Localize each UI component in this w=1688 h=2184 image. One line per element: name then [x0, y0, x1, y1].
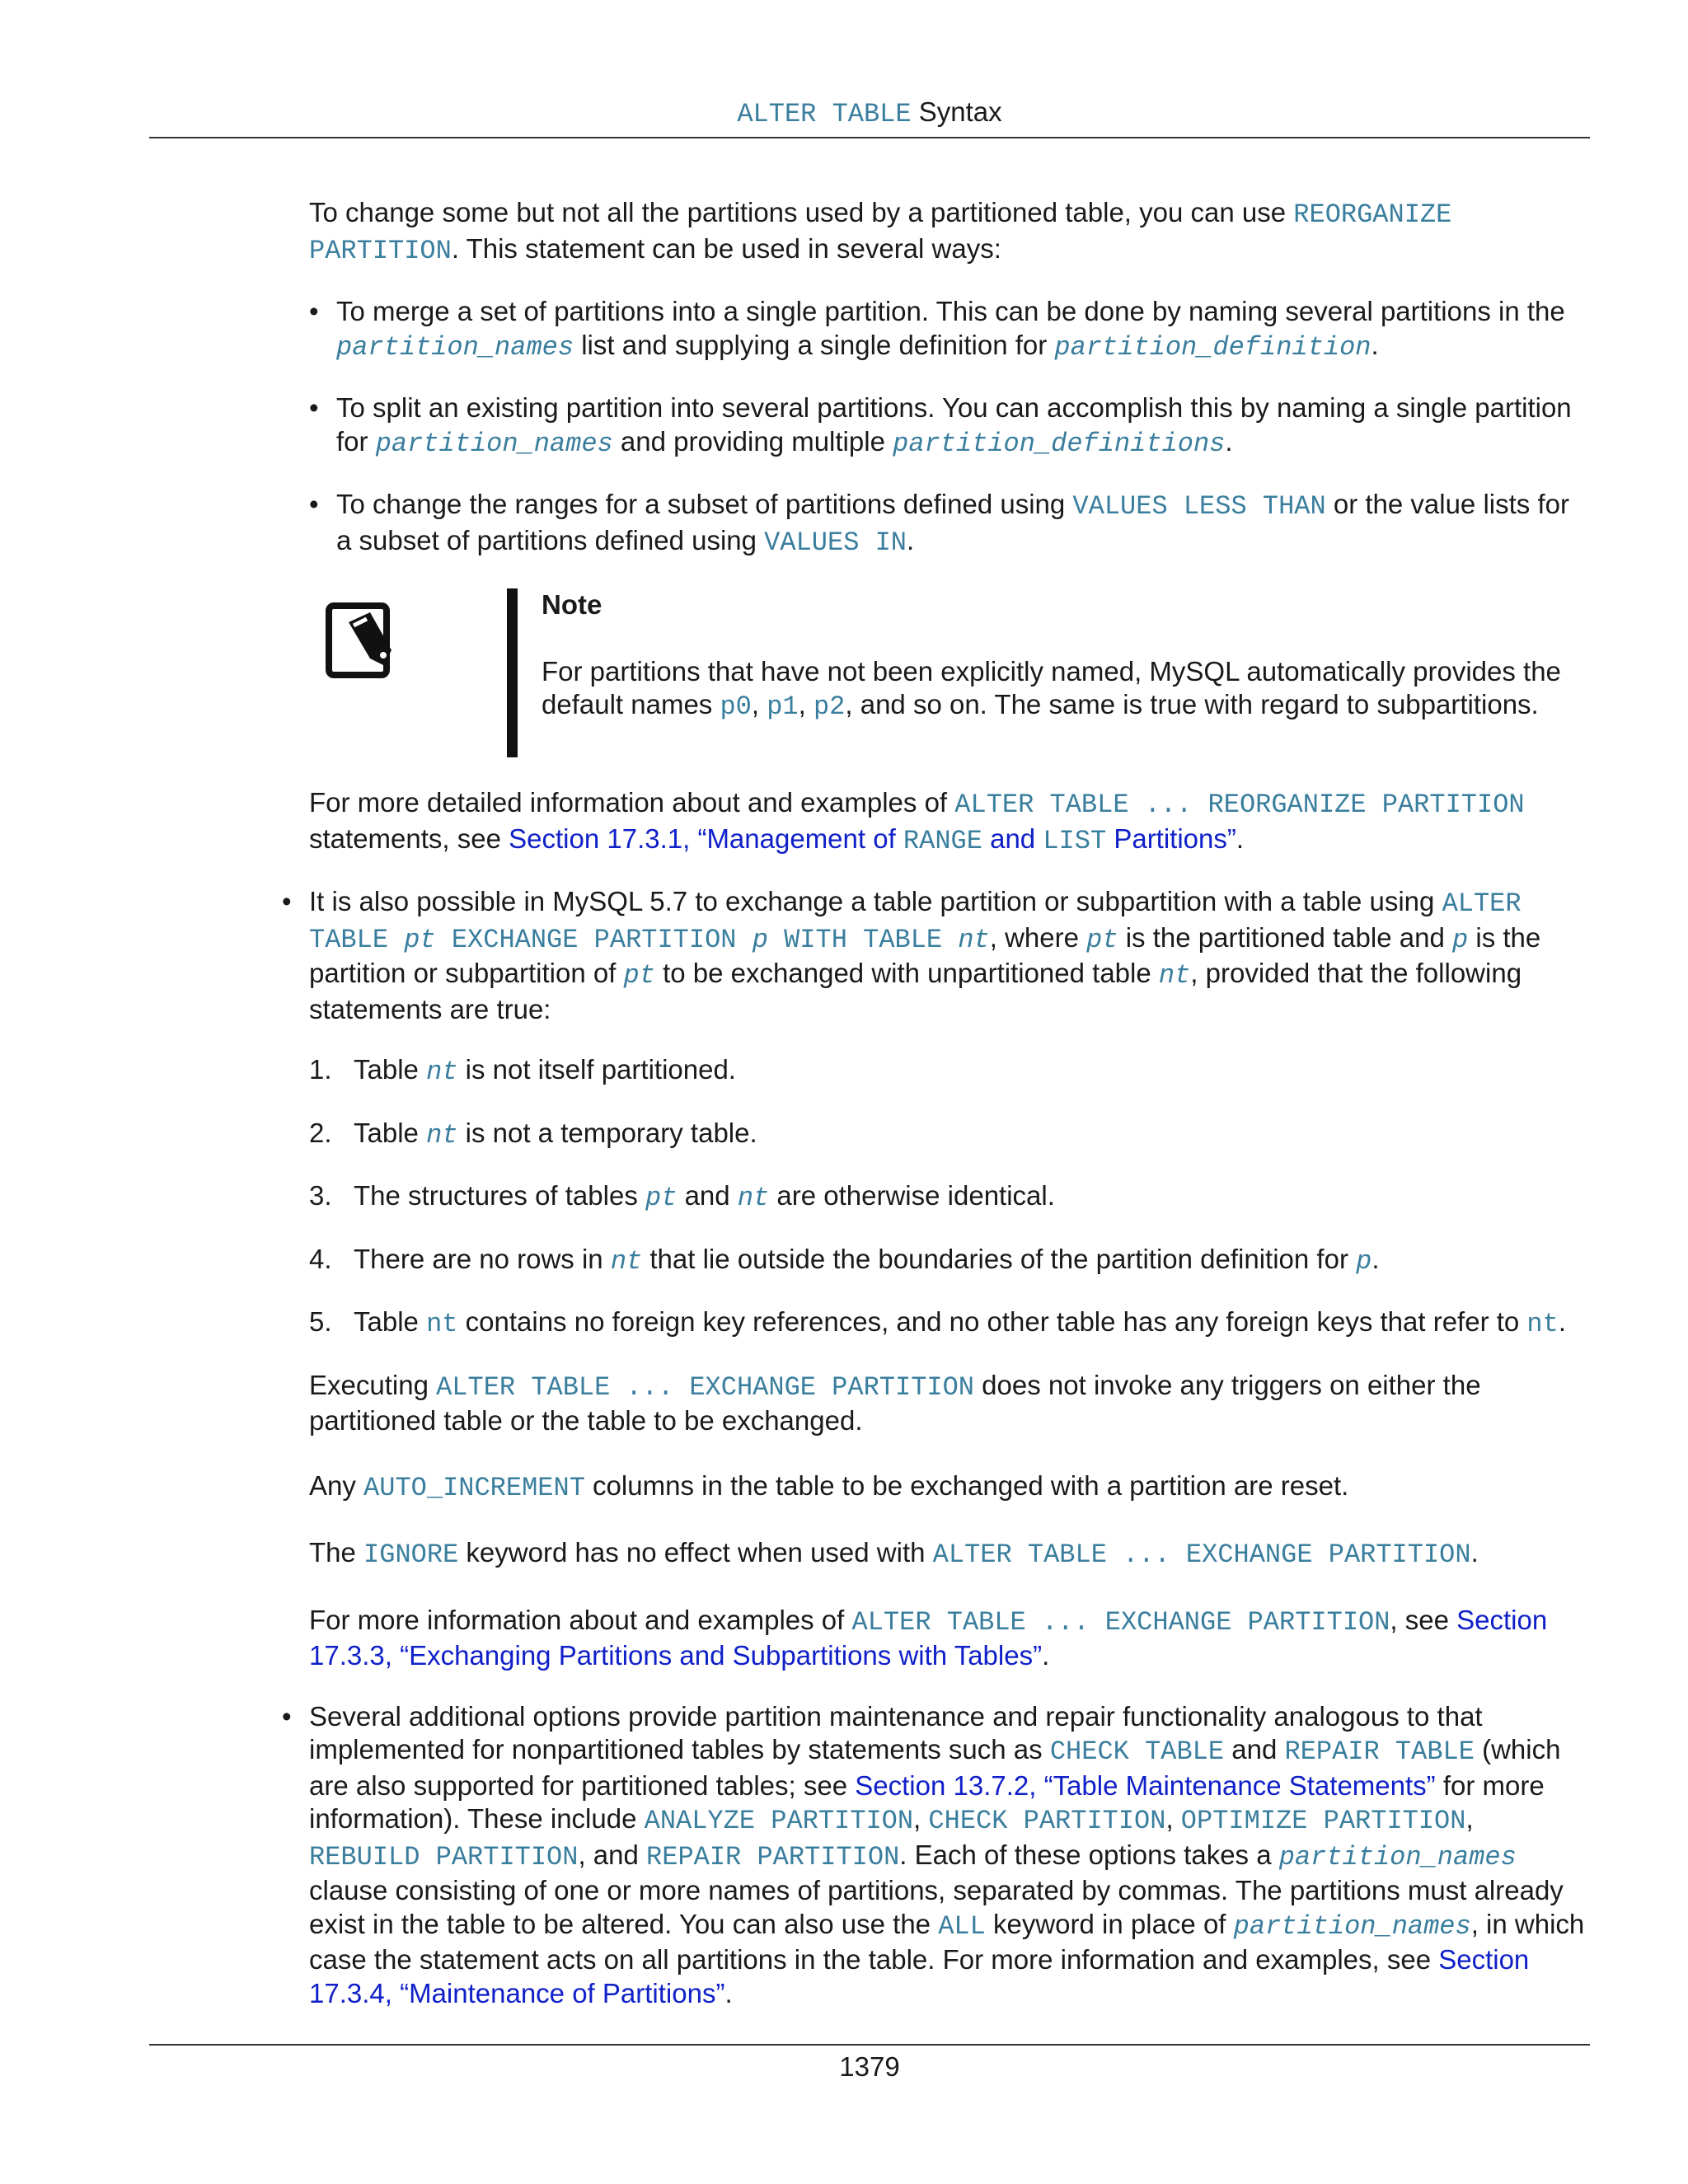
- note-paragraph: For partitions that have not been explicitly named, MySQL automatically provides the default names p0, p1, p2, and so on. The same is true with regard to subpartitions.: [542, 655, 1561, 722]
- list-item-merge: • To merge a set of partitions into a single partition. This can be done by naming several partitions in the partition_names list and supplying a single definition for partition_definition.: [309, 296, 1565, 363]
- note-body: [542, 588, 1605, 724]
- link-section-17-3-1[interactable]: Section 17.3.1, “Management of RANGE and LIST Partitions”: [509, 823, 1236, 856]
- list-item-ranges: • To change the ranges for a subset of partitions defined using VALUES LESS THAN or the value lists for a subset of partitions defined using VALUES IN.: [309, 489, 1569, 558]
- link-section-17-3-3[interactable]: Section 17.3.3, “Exchanging Partitions and Subpartitions with Tables”: [309, 1604, 1548, 1671]
- header-rule: [149, 137, 1590, 138]
- note-admonition: [309, 588, 1688, 757]
- link-section-13-7-2[interactable]: Section 13.7.2, “Table Maintenance Statements”: [855, 1769, 1436, 1801]
- bullet: •: [282, 886, 292, 916]
- bullet: •: [282, 1700, 292, 1732]
- exchange-more-info: For more information about and examples of ALTER TABLE ... EXCHANGE PARTITION, see Section 17.3.3, “Exchanging Partitions and Subpartitions with Tables”.: [309, 1604, 1548, 1671]
- bullet: •: [309, 489, 319, 519]
- running-header: [149, 96, 1590, 131]
- list-item-exchange: • It is also possible in MySQL 5.7 to exchange a table partition or subpartition with a table using ALTER TABLE pt EXCHANGE PARTITION p WITH TABLE nt, where pt is the partitioned table and p is the partition or subpartition of pt to be exchanged with unpartitioned table nt, provided that the following statements are true:: [282, 886, 1541, 1024]
- bullet: •: [309, 296, 319, 326]
- condition-3: 3. The structures of tables pt and nt are otherwise identical.: [309, 1180, 1055, 1213]
- ignore-paragraph: The IGNORE keyword has no effect when used with ALTER TABLE ... EXCHANGE PARTITION.: [309, 1537, 1479, 1570]
- condition-5: 5. Table nt contains no foreign key references, and no other table has any foreign keys that refer to nt.: [309, 1306, 1566, 1339]
- note-title: Note: [542, 589, 603, 620]
- condition-4: 4. There are no rows in nt that lie outside the boundaries of the partition definition for p.: [309, 1243, 1380, 1277]
- header-text: Syntax: [918, 96, 1002, 127]
- page-content: [282, 196, 1592, 2010]
- bullet: •: [309, 392, 319, 423]
- auto-increment-paragraph: Any AUTO_INCREMENT columns in the table to be exchanged with a partition are reset.: [309, 1469, 1349, 1503]
- intro-paragraph: To change some but not all the partitions used by a partitioned table, you can use REORGANIZE PARTITION. This statement can be used in several ways:: [309, 197, 1452, 266]
- header-code: ALTER TABLE: [737, 99, 912, 129]
- reorganize-more-info: For more detailed information about and examples of ALTER TABLE ... REORGANIZE PARTITION statements, see Section 17.3.1, “Management of RANGE and LIST Partitions”.: [309, 787, 1525, 856]
- footer-rule: [149, 2044, 1590, 2046]
- executing-paragraph: Executing ALTER TABLE ... EXCHANGE PARTITION does not invoke any triggers on either the partitioned table or the table to be exchanged.: [309, 1369, 1481, 1436]
- condition-2: 2. Table nt is not a temporary table.: [309, 1117, 757, 1151]
- link-section-17-3-4[interactable]: Section 17.3.4, “Maintenance of Partitions”: [309, 1944, 1530, 2008]
- condition-1: 1. Table nt is not itself partitioned.: [309, 1054, 736, 1087]
- list-item-maintenance: • Several additional options provide partition maintenance and repair functionality analogous to that implemented for nonpartitioned tables by statements such as CHECK TABLE and REPAIR TABLE (which are also supported for partitioned tables; see Section 13.7.2, “Table Maintenance Statements” for more information). These include ANALYZE PARTITION, CHECK PARTITION, OPTIMIZE PARTITION, REBUILD PARTITION, and REPAIR PARTITION. Each of these options takes a partition_names clause consisting of one or more names of partitions, separated by commas. The partitions must already exist in the table to be altered. You can also use the ALL keyword in place of partition_names, in which case the statement acts on all partitions in the table. For more information and examples, see Section 17.3.4, “Maintenance of Partitions”.: [282, 1700, 1585, 2008]
- note-pencil-icon: [326, 601, 396, 680]
- page-number: 1379: [839, 2051, 900, 2082]
- note-bar: [507, 588, 518, 757]
- list-item-split: • To split an existing partition into several partitions. You can accomplish this by naming a single partition for partition_names and providing multiple partition_definitions.: [309, 392, 1572, 459]
